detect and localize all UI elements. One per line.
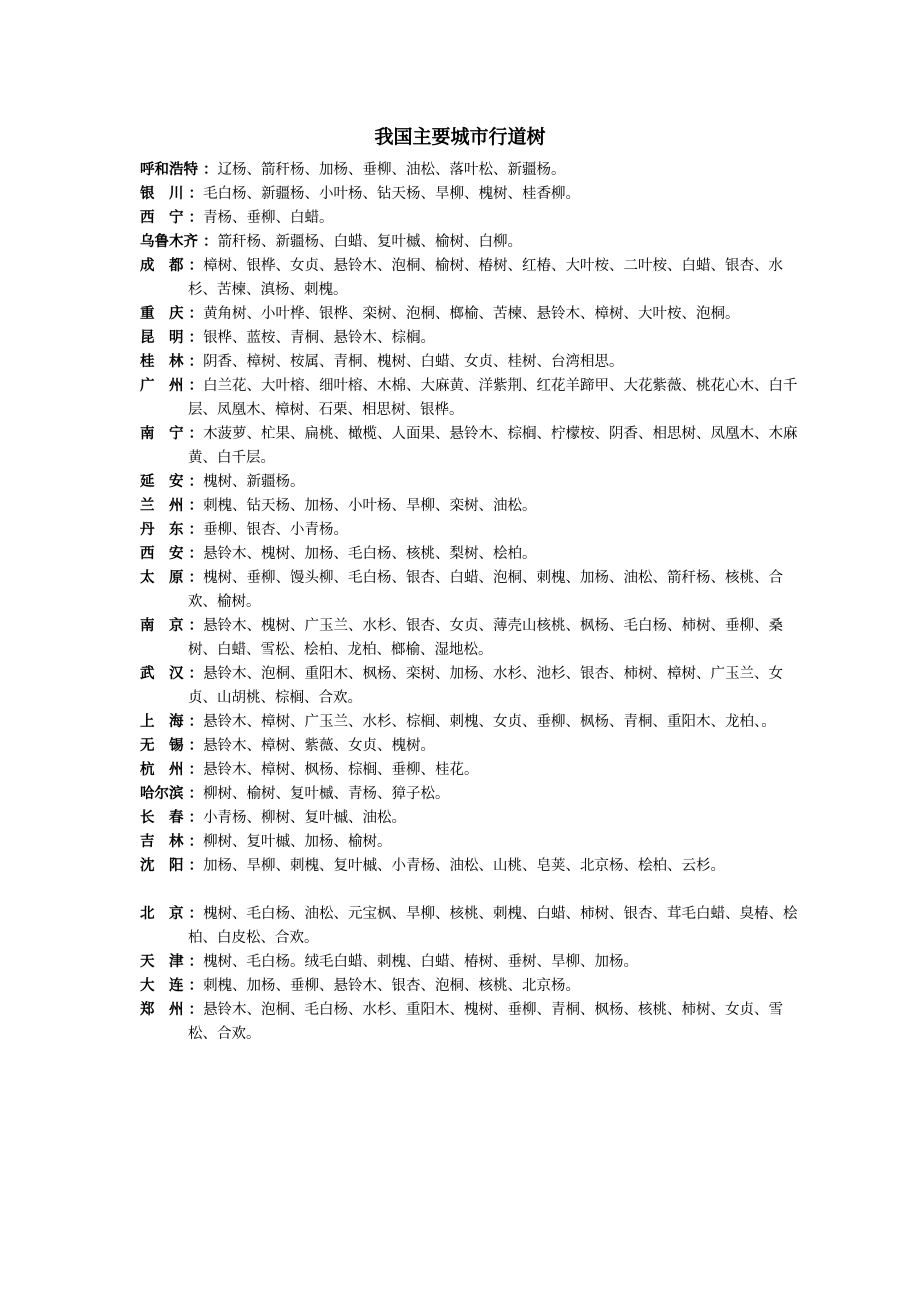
separator-colon: ：: [183, 186, 204, 202]
city-entry: [140, 614, 800, 662]
separator-colon: ：: [183, 354, 204, 370]
separator-colon: ：: [183, 954, 204, 970]
city-name: 吉 林: [140, 834, 184, 850]
separator-colon: ：: [183, 1002, 204, 1018]
city-entry: [140, 998, 800, 1046]
tree-species-list: 白兰花、大叶榕、细叶榕、木棉、大麻黄、洋紫荆、红花羊蹄甲、大花紫薇、桃花心木、白千层、凤凰木、樟树、石栗、相思树、银桦。: [188, 378, 798, 418]
city-name: 昆 明: [140, 330, 184, 346]
city-name: 桂 林: [140, 354, 184, 370]
city-entry: [140, 662, 800, 710]
separator-colon: ：: [183, 810, 204, 826]
city-name: 延 安: [140, 474, 184, 490]
separator-colon: ：: [183, 570, 204, 586]
city-name: 武 汉: [140, 666, 184, 682]
separator-colon: ：: [183, 330, 204, 346]
city-entry: [140, 350, 800, 374]
city-entry: [140, 710, 800, 734]
city-entry: [140, 854, 800, 878]
city-name: 呼和浩特: [140, 162, 198, 178]
separator-colon: ：: [183, 378, 204, 394]
tree-species-list: 悬铃木、樟树、枫杨、棕榈、垂柳、桂花。: [203, 762, 479, 778]
separator-colon: ：: [183, 474, 204, 490]
city-name: 西 宁: [140, 210, 184, 226]
city-name: 北 京: [140, 906, 184, 922]
tree-species-list: 柳树、榆树、复叶槭、青杨、獐子松。: [203, 786, 450, 802]
separator-colon: ：: [183, 738, 204, 754]
city-name: 重 庆: [140, 306, 184, 322]
document-title: 我国主要城市行道树: [374, 126, 546, 148]
separator-colon: ：: [183, 834, 204, 850]
separator-colon: ：: [183, 762, 204, 778]
city-name: 南 宁: [140, 426, 184, 442]
city-entry: [140, 950, 800, 974]
city-entry: [140, 974, 800, 998]
tree-species-list: 刺槐、加杨、垂柳、悬铃木、银杏、泡桐、核桃、北京杨。: [203, 978, 581, 994]
tree-species-list: 木菠萝、杧果、扁桃、橄榄、人面果、悬铃木、棕榈、柠檬桉、阴香、相思树、凤凰木、木麻黄、白千层。: [188, 426, 798, 466]
separator-colon: ：: [183, 906, 204, 922]
tree-species-list: 青杨、垂柳、白蜡。: [203, 210, 334, 226]
tree-species-list: 小青杨、柳树、复叶槭、油松。: [203, 810, 407, 826]
city-entry: [140, 158, 800, 182]
separator-colon: ：: [198, 234, 218, 250]
tree-species-list: 悬铃木、泡桐、毛白杨、水杉、重阳木、槐树、垂柳、青桐、枫杨、核桃、柿树、女贞、雪松、合欢。: [188, 1002, 784, 1042]
separator-colon: ：: [183, 714, 204, 730]
city-entry: [140, 758, 800, 782]
city-name: 长 春: [140, 810, 184, 826]
tree-species-list: 箭秆杨、新疆杨、白蜡、复叶槭、榆树、白柳。: [217, 234, 523, 250]
tree-species-list: 槐树、新疆杨。: [203, 474, 305, 490]
separator-colon: ：: [183, 978, 204, 994]
city-name: 成 都: [140, 258, 184, 274]
separator-colon: ：: [183, 786, 204, 802]
city-entry: [140, 230, 800, 254]
tree-species-list: 槐树、垂柳、馒头柳、毛白杨、银杏、白蜡、泡桐、刺槐、加杨、油松、箭秆杨、核桃、合欢、榆树。: [188, 570, 784, 610]
city-name: 西 安: [140, 546, 184, 562]
tree-species-list: 槐树、毛白杨。绒毛白蜡、刺槐、白蜡、椿树、垂树、旱柳、加杨。: [203, 954, 639, 970]
city-name: 丹 东: [140, 522, 184, 538]
city-entry: [140, 782, 800, 806]
tree-species-list: 槐树、毛白杨、油松、元宝枫、旱柳、核桃、刺槐、白蜡、柿树、银杏、茸毛白蜡、臭椿、桧柏、白皮松、合欢。: [188, 906, 798, 946]
tree-species-list: 银桦、蓝桉、青桐、悬铃木、棕榈。: [203, 330, 436, 346]
separator-colon: ：: [183, 546, 204, 562]
separator-colon: ：: [183, 522, 204, 538]
city-name: 郑 州: [140, 1002, 184, 1018]
city-entry: [140, 326, 800, 350]
tree-species-list: 黄角树、小叶桦、银桦、栾树、泡桐、榔榆、苦楝、悬铃木、樟树、大叶桉、泡桐。: [203, 306, 740, 322]
separator-colon: ：: [183, 858, 204, 874]
city-name: 广 州: [140, 378, 184, 394]
city-entry: [140, 302, 800, 326]
city-entry: [140, 470, 800, 494]
city-name: 兰 州: [140, 498, 184, 514]
city-entry: [140, 422, 800, 470]
city-name: 沈 阳: [140, 858, 184, 874]
tree-species-list: 刺槐、钻天杨、加杨、小叶杨、旱柳、栾树、油松。: [203, 498, 537, 514]
city-name: 大 连: [140, 978, 184, 994]
city-name: 上 海: [140, 714, 184, 730]
city-entry: [140, 566, 800, 614]
separator-colon: ：: [183, 666, 204, 682]
city-entry: [140, 182, 800, 206]
city-entry: [140, 542, 800, 566]
city-name: 天 津: [140, 954, 184, 970]
city-tree-list: [140, 158, 800, 1046]
city-name: 杭 州: [140, 762, 184, 778]
tree-species-list: 樟树、银桦、女贞、悬铃木、泡桐、榆树、椿树、红椿、大叶桉、二叶桉、白蜡、银杏、水杉、苦楝、滇杨、刺槐。: [188, 258, 784, 298]
tree-species-list: 加杨、旱柳、刺槐、复叶槭、小青杨、油松、山桃、皂荚、北京杨、桧柏、云杉。: [203, 858, 726, 874]
city-name: 南 京: [140, 618, 184, 634]
separator-colon: ：: [183, 306, 204, 322]
separator-colon: ：: [198, 162, 218, 178]
tree-species-list: 悬铃木、樟树、紫薇、女贞、槐树。: [203, 738, 436, 754]
tree-species-list: 悬铃木、槐树、加杨、毛白杨、核桃、梨树、桧柏。: [203, 546, 537, 562]
tree-species-list: 垂柳、银杏、小青杨。: [203, 522, 349, 538]
city-entry: [140, 254, 800, 302]
city-entry: [140, 206, 800, 230]
separator-colon: ：: [183, 258, 204, 274]
tree-species-list: 悬铃木、泡桐、重阳木、枫杨、栾树、加杨、水杉、池杉、银杏、柿树、樟树、广玉兰、女贞、山胡桃、棕榈、合欢。: [188, 666, 784, 706]
city-entry: [140, 494, 800, 518]
tree-species-list: 阴香、樟树、桉属、青桐、槐树、白蜡、女贞、桂树、台湾相思。: [203, 354, 624, 370]
tree-species-list: 悬铃木、槐树、广玉兰、水杉、银杏、女贞、薄壳山核桃、枫杨、毛白杨、柿树、垂柳、桑树、白蜡、雪松、桧柏、龙柏、榔榆、湿地松。: [188, 618, 784, 658]
city-name: 太 原: [140, 570, 184, 586]
separator-colon: ：: [183, 618, 204, 634]
tree-species-list: 柳树、复叶槭、加杨、榆树。: [203, 834, 392, 850]
city-entry: [140, 734, 800, 758]
separator-colon: ：: [183, 426, 204, 442]
tree-species-list: 辽杨、箭秆杨、加杨、垂柳、油松、落叶松、新疆杨。: [217, 162, 566, 178]
city-entry: [140, 518, 800, 542]
city-name: 乌鲁木齐: [140, 234, 198, 250]
city-name: 哈尔滨: [140, 786, 184, 802]
separator-colon: ：: [183, 210, 204, 226]
city-entry: [140, 806, 800, 830]
city-entry: [140, 902, 800, 950]
city-name: 银 川: [140, 186, 184, 202]
tree-species-list: 毛白杨、新疆杨、小叶杨、钻天杨、旱柳、槐树、桂香柳。: [203, 186, 581, 202]
city-entry: [140, 374, 800, 422]
city-entry: [140, 830, 800, 854]
separator-colon: ：: [183, 498, 204, 514]
tree-species-list: 悬铃木、樟树、广玉兰、水杉、棕榈、刺槐、女贞、垂柳、枫杨、青桐、重阳木、龙柏、。: [203, 714, 776, 730]
city-name: 无 锡: [140, 738, 184, 754]
